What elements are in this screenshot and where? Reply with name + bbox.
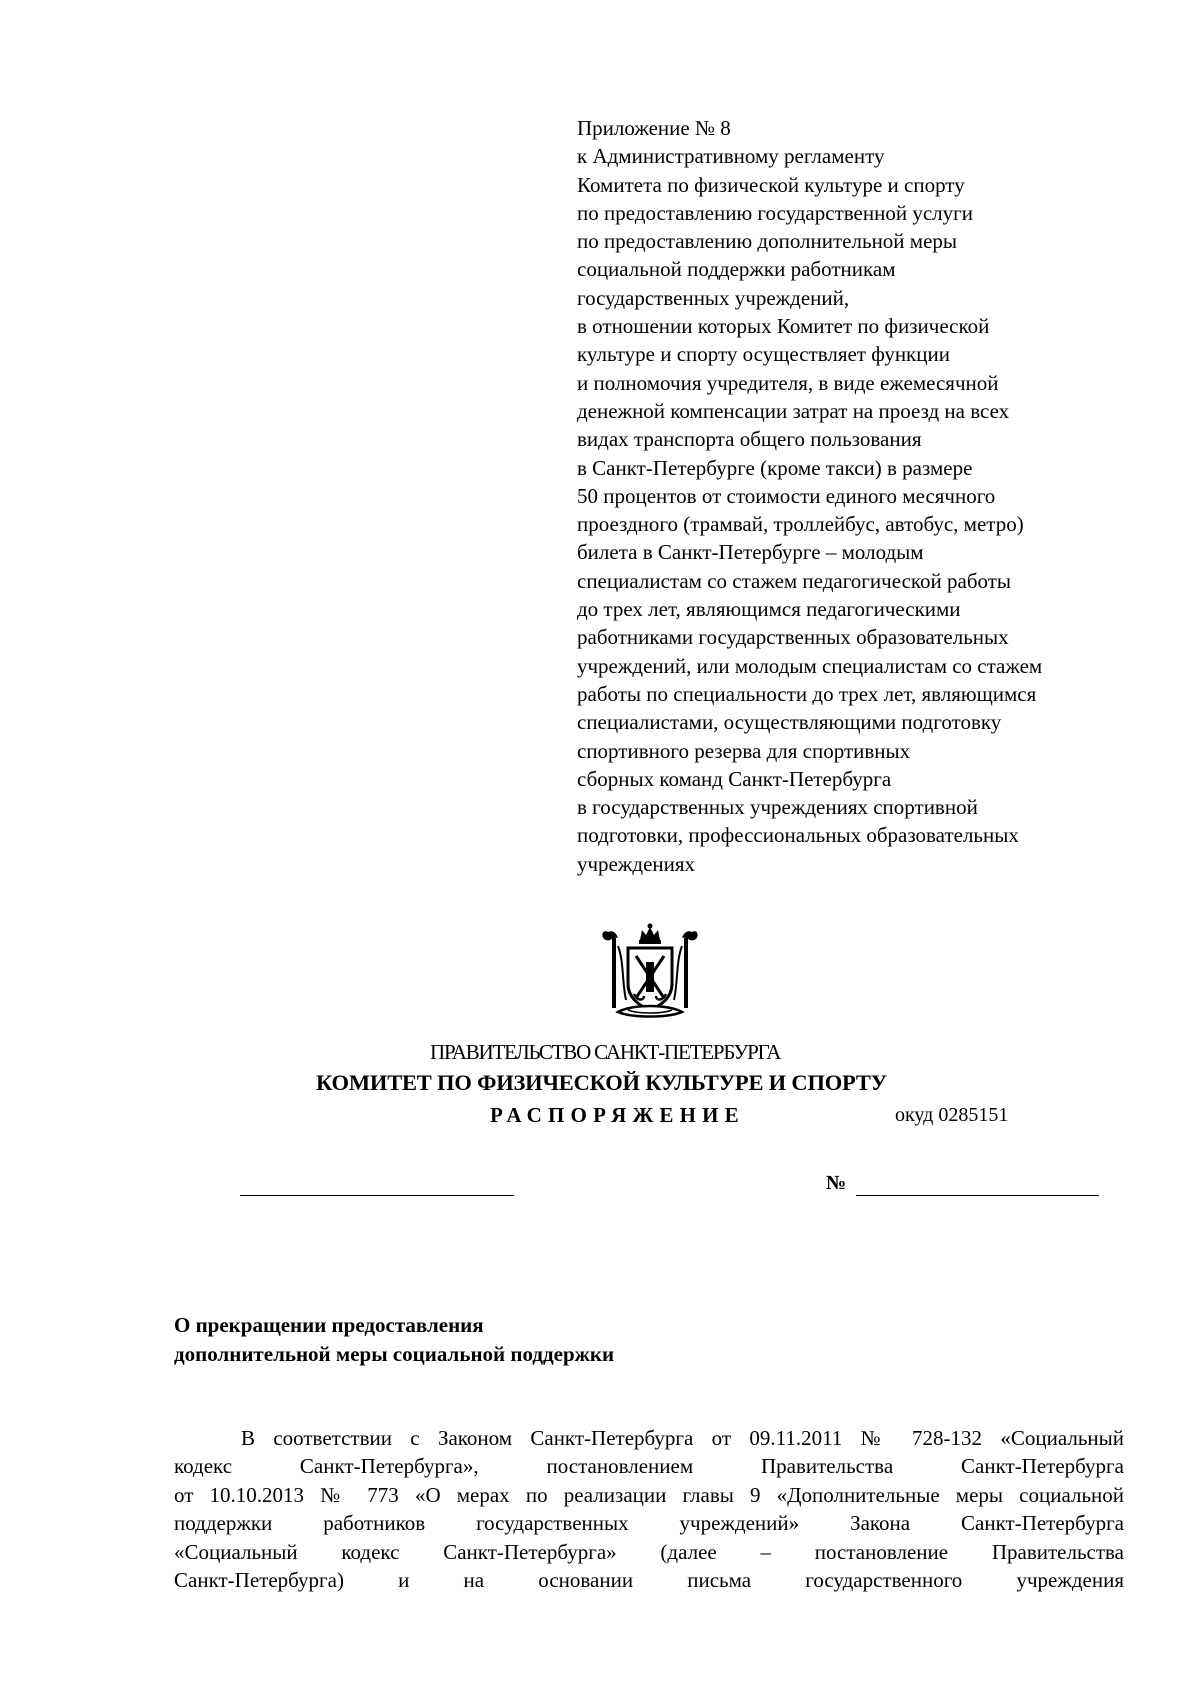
appendix-reference-block [577, 114, 1137, 878]
body-line: кодекс Санкт-Петербурга», постановлением Правительства Санкт-Петербурга [174, 1454, 1124, 1479]
appendix-line: и полномочия учредителя, в виде ежемесячной [577, 370, 999, 395]
body-line: от 10.10.2013 № 773 «О мерах по реализации главы 9 «Дополнительные меры социальной [174, 1482, 1124, 1507]
order-title: РАСПОРЯЖЕНИЕ [490, 1103, 745, 1127]
body-line: В соответствии с Законом Санкт-Петербурга от 09.11.2011 № 728-132 «Социальный [241, 1426, 1124, 1450]
date-blank-line [240, 1195, 514, 1196]
appendix-line: работы по специальности до трех лет, являющимся [577, 681, 1037, 706]
appendix-line: государственных учреждений, [577, 285, 850, 310]
appendix-line: специалистам со стажем педагогической работы [577, 568, 1012, 593]
appendix-line: Комитета по физической культуре и спорту [577, 172, 965, 197]
appendix-line: культуре и спорту осуществляет функции [577, 342, 950, 367]
okud-code: окуд 0285151 [895, 1104, 1009, 1126]
appendix-line: учреждений, или молодым специалистам со стажем [577, 653, 1043, 678]
appendix-line: Приложение № 8 [577, 116, 731, 140]
government-title: ПРАВИТЕЛЬСТВО САНКТ-ПЕТЕРБУРГА [430, 1040, 781, 1064]
appendix-line: спортивного резерва для спортивных [577, 738, 911, 763]
st-petersburg-coat-of-arms-icon [598, 922, 702, 1022]
appendix-line: проездного (трамвай, троллейбус, автобус, метро) [577, 512, 1024, 537]
number-blank-line [856, 1195, 1099, 1196]
appendix-line: 50 процентов от стоимости единого месячного [577, 483, 996, 508]
body-line: поддержки работников государственных учреждений» Закона Санкт-Петербурга [174, 1511, 1124, 1536]
appendix-line: сборных команд Санкт-Петербурга [577, 766, 892, 791]
appendix-line: билета в Санкт-Петербурге – молодым [577, 540, 924, 565]
appendix-line: учреждениях [577, 851, 696, 876]
appendix-line: в Санкт-Петербурге (кроме такси) в размере [577, 455, 973, 480]
document-body [174, 1424, 1124, 1594]
committee-title: КОМИТЕТ ПО ФИЗИЧЕСКОЙ КУЛЬТУРЕ И СПОРТУ [316, 1070, 887, 1095]
appendix-line: до трех лет, являющимся педагогическими [577, 597, 961, 622]
appendix-line: специалистами, осуществляющими подготовку [577, 710, 1002, 735]
body-line: Санкт-Петербурга) и на основании письма государственного учреждения [174, 1568, 1124, 1593]
document-subject [174, 1311, 614, 1369]
appendix-line: подготовки, профессиональных образовательных [577, 823, 1019, 848]
appendix-line: видах транспорта общего пользования [577, 427, 922, 452]
subject-line: дополнительной меры социальной поддержки [174, 1342, 615, 1366]
appendix-line: по предоставлению дополнительной меры [577, 229, 958, 254]
appendix-line: в государственных учреждениях спортивной [577, 795, 978, 820]
appendix-line: социальной поддержки работникам [577, 257, 896, 282]
appendix-line: в отношении которых Комитет по физической [577, 314, 990, 339]
subject-line: О прекращении предоставления [174, 1313, 484, 1337]
number-label: № [826, 1172, 847, 1194]
appendix-line: к Административному регламенту [577, 144, 885, 169]
body-line: «Социальный кодекс Санкт-Петербурга» (далее – постановление Правительства [174, 1539, 1124, 1564]
appendix-line: по предоставлению государственной услуги [577, 200, 973, 225]
appendix-line: работниками государственных образовательных [577, 625, 1009, 650]
appendix-line: денежной компенсации затрат на проезд на всех [577, 398, 1010, 423]
